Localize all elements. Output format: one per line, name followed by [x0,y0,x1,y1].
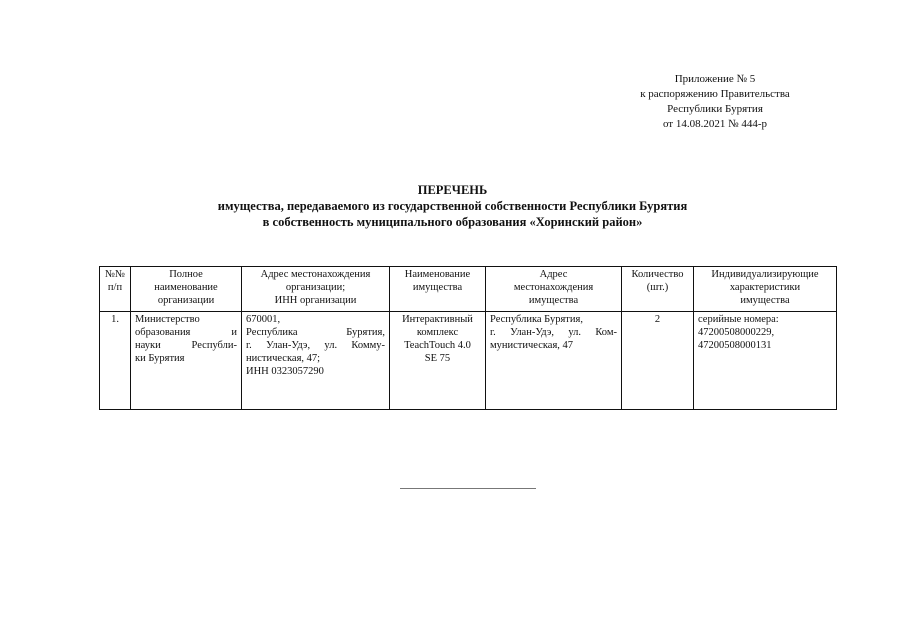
cell-characteristics: серийные номера: 47200508000229, 47200508000131 [694,312,837,410]
document-title [0,182,905,230]
appendix-note [550,72,880,132]
table-header-row [100,267,837,312]
cell-property-name: Интерактивный комплекс TeachTouch 4.0 SE 75 [390,312,486,410]
appendix-line-2: к распоряжению Правительства [640,88,790,100]
title-line-1: ПЕРЕЧЕНЬ [417,183,488,197]
header-property-address: Адрес местонахождения имущества [486,267,622,312]
property-table [99,266,837,410]
closing-divider [400,488,536,489]
cell-org-address: 670001, Республика Бурятия, г. Улан-Удэ, ул. Комму- нистическая, 47; ИНН 0323057290 [242,312,390,410]
table-row [100,312,837,410]
title-line-3: в собственность муниципального образования «Хоринский район» [262,215,643,229]
header-number: №№ п/п [100,267,131,312]
title-line-2: имущества, передаваемого из государственной собственности Республики Бурятия [217,199,688,213]
header-property-name: Наименование имущества [390,267,486,312]
header-characteristics: Индивидуализирующие характеристики имущества [694,267,837,312]
appendix-line-1: Приложение № 5 [674,73,756,85]
cell-quantity: 2 [622,312,694,410]
cell-number: 1. [100,312,131,410]
cell-org-name: Министерство образования и науки Республи- ки Бурятия [131,312,242,410]
appendix-line-4: от 14.08.2021 № 444-р [662,118,768,130]
header-org-address: Адрес местонахождения организации; ИНН организации [242,267,390,312]
header-org-name: Полное наименование организации [131,267,242,312]
appendix-line-3: Республики Бурятия [667,103,763,115]
cell-property-address: Республика Бурятия, г. Улан-Удэ, ул. Ком- мунистическая, 47 [486,312,622,410]
header-quantity: Количество (шт.) [622,267,694,312]
